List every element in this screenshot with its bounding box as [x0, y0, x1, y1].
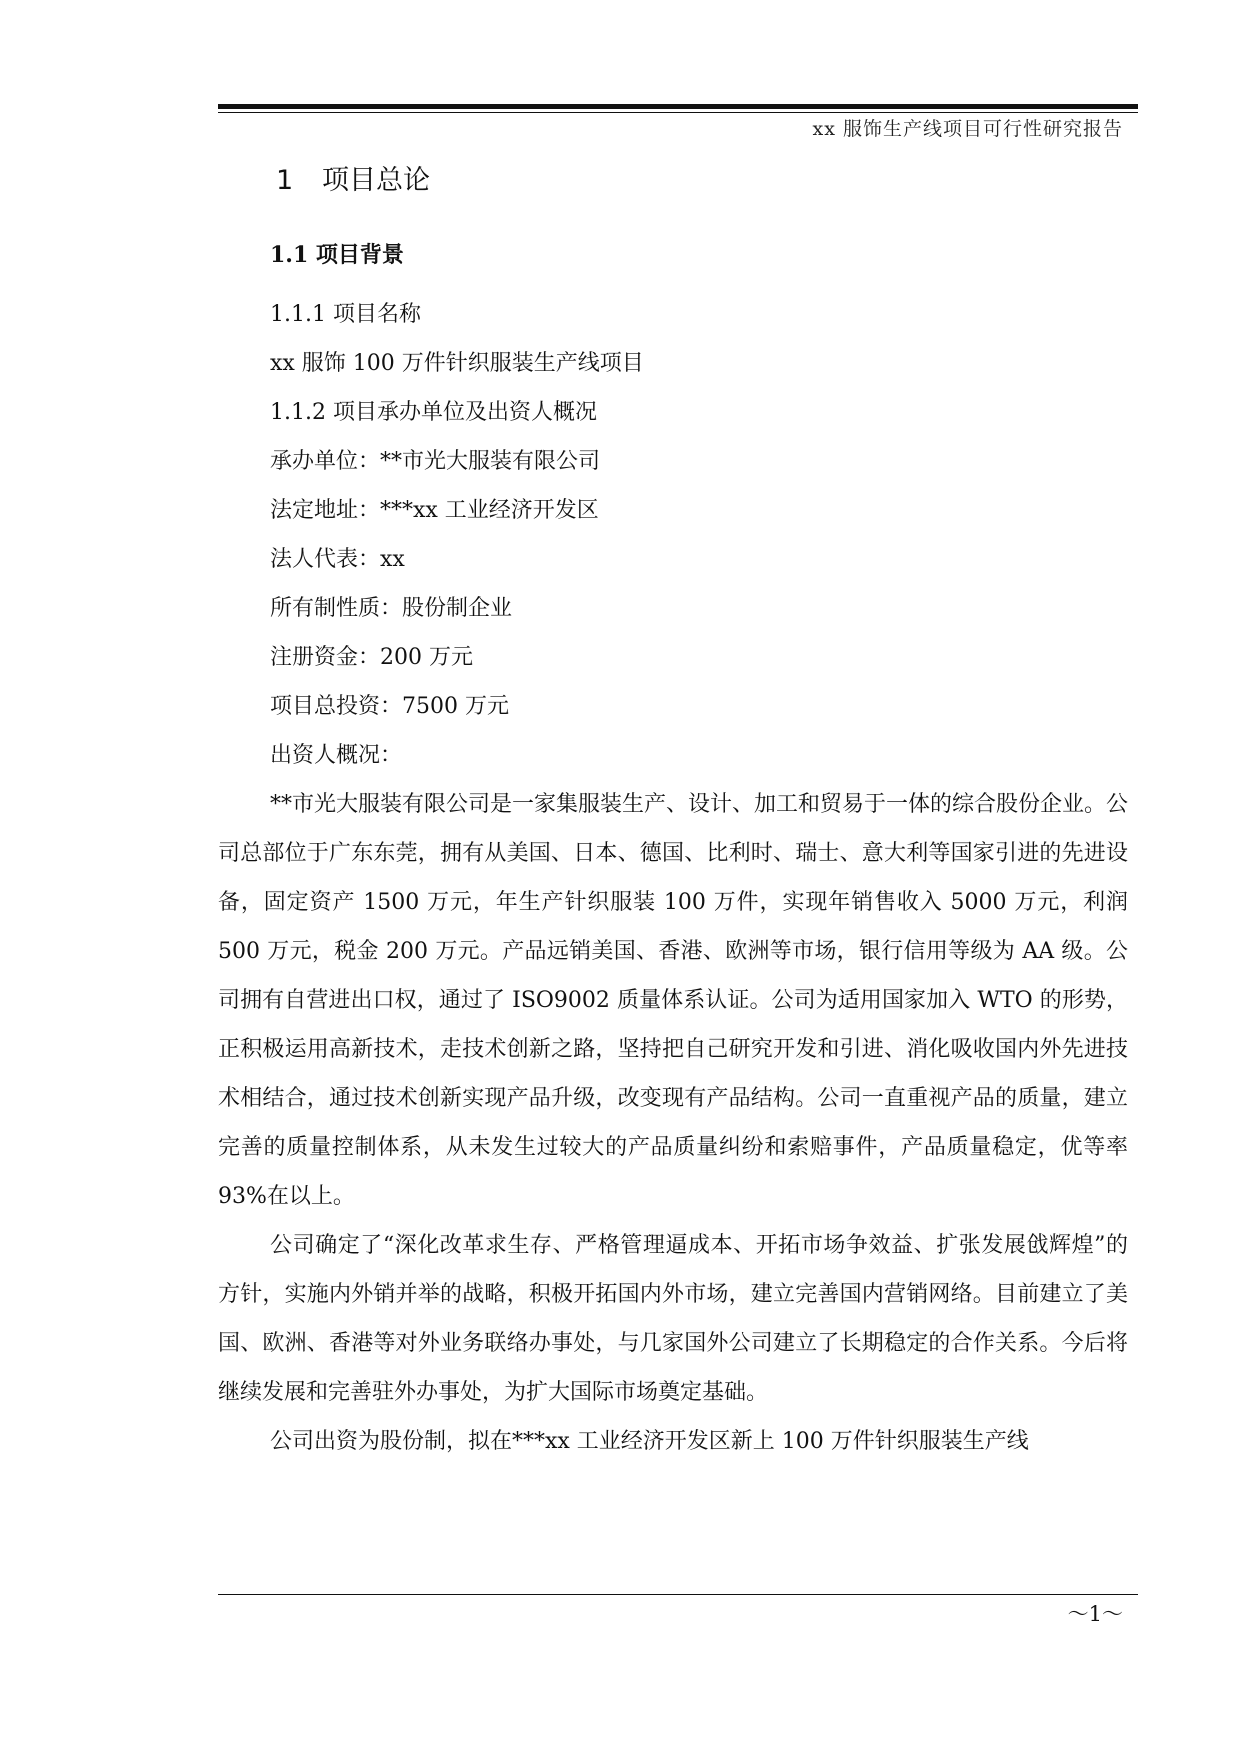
- section-title: 1.1 项目背景: [270, 242, 404, 268]
- chapter-title-text: 项目总论: [322, 165, 430, 196]
- paragraph-strategy: 公司确定了“深化改革求生存、严格管理逼成本、开拓市场争效益、扩张发展戗辉煌”的方针，实施内外销并举的战略，积极开拓国内外市场，建立完善国内营销网络。目前建立了美国、欧洲、香港等对外业务联络办事处，与几家国外公司建立了长期稳定的合作关系。今后将继续发展和完善驻外办事处，为扩大国际市场奠定基础。: [218, 1233, 1128, 1405]
- field-ownership: 所有制性质：股份制企业: [270, 596, 513, 621]
- header-rule-thick: [218, 104, 1138, 109]
- field-investor-overview-label: 出资人概况：: [270, 743, 403, 768]
- chapter-number: 1: [276, 165, 294, 196]
- header-rule-thin: [218, 112, 1138, 113]
- field-legal-rep: 法人代表：xx: [270, 547, 405, 572]
- document-body: [218, 240, 1128, 1466]
- subsection-heading-organizer: 1.1.2 项目承办单位及出资人概况: [270, 400, 597, 425]
- subsection-heading-project-name: 1.1.1 项目名称: [270, 302, 421, 327]
- running-header: xx 服饰生产线项目可行性研究报告: [812, 118, 1123, 140]
- field-address: 法定地址：***xx 工业经济开发区: [270, 498, 599, 523]
- paragraph-company-profile: **市光大服装有限公司是一家集服装生产、设计、加工和贸易于一体的综合股份企业。公司总部位于广东东莞，拥有从美国、日本、德国、比利时、瑞士、意大利等国家引进的先进设备，固定资产 1500 万元，年生产针织服装 100 万件，实现年销售收入 5000 万元，利润 500 万元，税金 200 万元。产品远销美国、香港、欧洲等市场，银行信用等级为 AA 级。公司拥有自营进出口权，通过了 ISO9002 质量体系认证。公司为适用国家加入 WTO 的形势，正积极运用高新技术，走技术创新之路，坚持把自己研究开发和引进、消化吸收国内外先进技术相结合，通过技术创新实现产品升级，改变现有产品结构。公司一直重视产品的质量，建立完善的质量控制体系，从未发生过较大的产品质量纠纷和索赔事件，产品质量稳定，优等率 93%在以上。: [218, 792, 1129, 1209]
- footer-rule: [218, 1594, 1138, 1595]
- field-total-investment: 项目总投资：7500 万元: [270, 694, 509, 719]
- field-registered-capital: 注册资金：200 万元: [270, 645, 473, 670]
- page-number: ～1～: [1067, 1602, 1123, 1626]
- paragraph-investment: 公司出资为股份制，拟在***xx 工业经济开发区新上 100 万件针织服装生产线: [270, 1429, 1029, 1454]
- field-organizer: 承办单位：**市光大服装有限公司: [270, 449, 601, 474]
- chapter-title: [276, 158, 430, 197]
- project-name: xx 服饰 100 万件针织服装生产线项目: [270, 351, 644, 376]
